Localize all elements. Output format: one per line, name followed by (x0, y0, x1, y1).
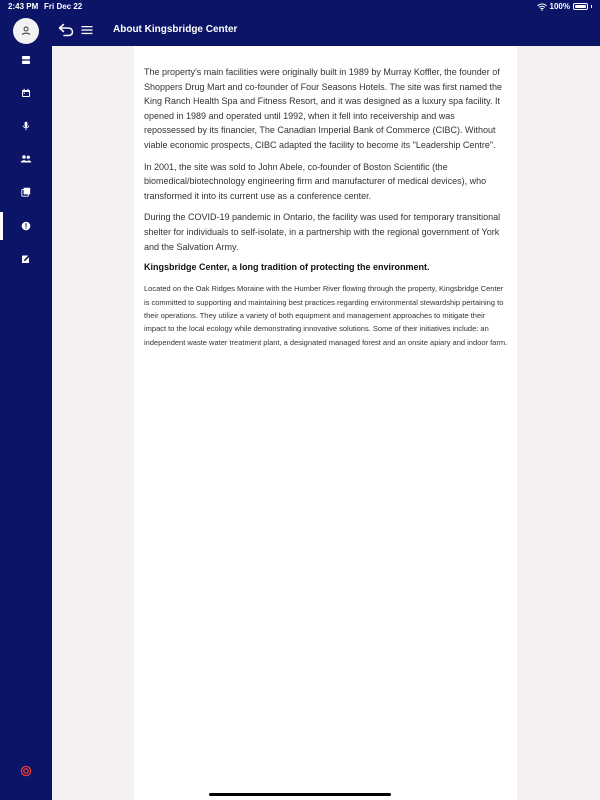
info-icon (21, 221, 31, 231)
sidebar-item-people[interactable] (0, 145, 52, 173)
home-indicator[interactable] (209, 793, 391, 796)
battery-icon (573, 3, 588, 10)
sidebar (0, 0, 52, 800)
sidebar-item-audio[interactable] (0, 112, 52, 140)
microphone-icon (21, 121, 31, 131)
back-arrow-icon (58, 23, 74, 37)
status-date: Fri Dec 22 (44, 2, 83, 11)
dashboard-icon (21, 55, 31, 65)
app-header (52, 14, 600, 46)
status-bar (0, 0, 600, 14)
power-icon (20, 765, 32, 777)
status-time: 2:43 PM (8, 2, 39, 11)
edit-icon (21, 254, 31, 264)
sidebar-item-gallery[interactable] (0, 178, 52, 206)
wifi-icon (537, 3, 547, 11)
battery-percent: 100% (549, 2, 570, 11)
profile-icon (21, 26, 31, 36)
history-paragraph: The property's main facilities were originally built in 1989 by Murray Koffler, the founder of Shoppers Drug Mart and co-founder of Four Seasons Hotels. The site was first named the King Ranch Health Spa and Fitness Resort, and it was designed as a luxury spa facility. It opened in 1989 and operated until 1992, when it fell into receivership and was repossessed by its financier, The Canadian Imperial Bank of Commerce (CIBC). Without viable economic prospects, CIBC adapted the facility to become its "Leadership Centre". (144, 67, 503, 150)
page-title: About Kingsbridge Center (113, 24, 238, 35)
gallery-icon (21, 187, 31, 197)
status-indicators (537, 2, 592, 11)
hamburger-menu-icon (81, 25, 93, 35)
environment-paragraph: Located on the Oak Ridges Moraine with the Humber River flowing through the property, Kingsbridge Center is committed to supporting and maintaining best practices regarding environmental stewardship pertaining to their operations. They utilize a variety of both equipment and management approaches to mitigate their impact to the local ecology while demonstrating innovative solutions. Some of their initiatives include: an independent waste water treatment plant, a designated managed forest and an onsite apiary and indoor farm. (144, 284, 508, 347)
covid-paragraph: During the COVID-19 pandemic in Ontario, the facility was used for temporary transitional shelter for individuals to self-isolate, in a partnership with the regional government of York and the Salvation Army. (144, 212, 501, 252)
calendar-icon (21, 88, 31, 98)
logout-button[interactable] (18, 763, 34, 779)
environment-heading: Kingsbridge Center, a long tradition of protecting the environment. (144, 262, 430, 273)
back-button[interactable] (57, 22, 75, 38)
sale-paragraph: In 2001, the site was sold to John Abele, co-founder of Boston Scientific (the biomedical/biotechnology engineering firm and manufacturer of medical devices), who transformed it into its current use as a conference center. (144, 161, 487, 201)
people-icon (20, 154, 32, 164)
sidebar-item-info[interactable] (0, 212, 52, 240)
battery-nub (591, 5, 592, 8)
sidebar-item-edit[interactable] (0, 245, 52, 273)
menu-button[interactable] (80, 22, 94, 38)
sidebar-item-dashboard[interactable] (0, 46, 52, 74)
sidebar-item-calendar[interactable] (0, 79, 52, 107)
profile-avatar[interactable] (13, 18, 39, 44)
content-panel (134, 46, 517, 800)
